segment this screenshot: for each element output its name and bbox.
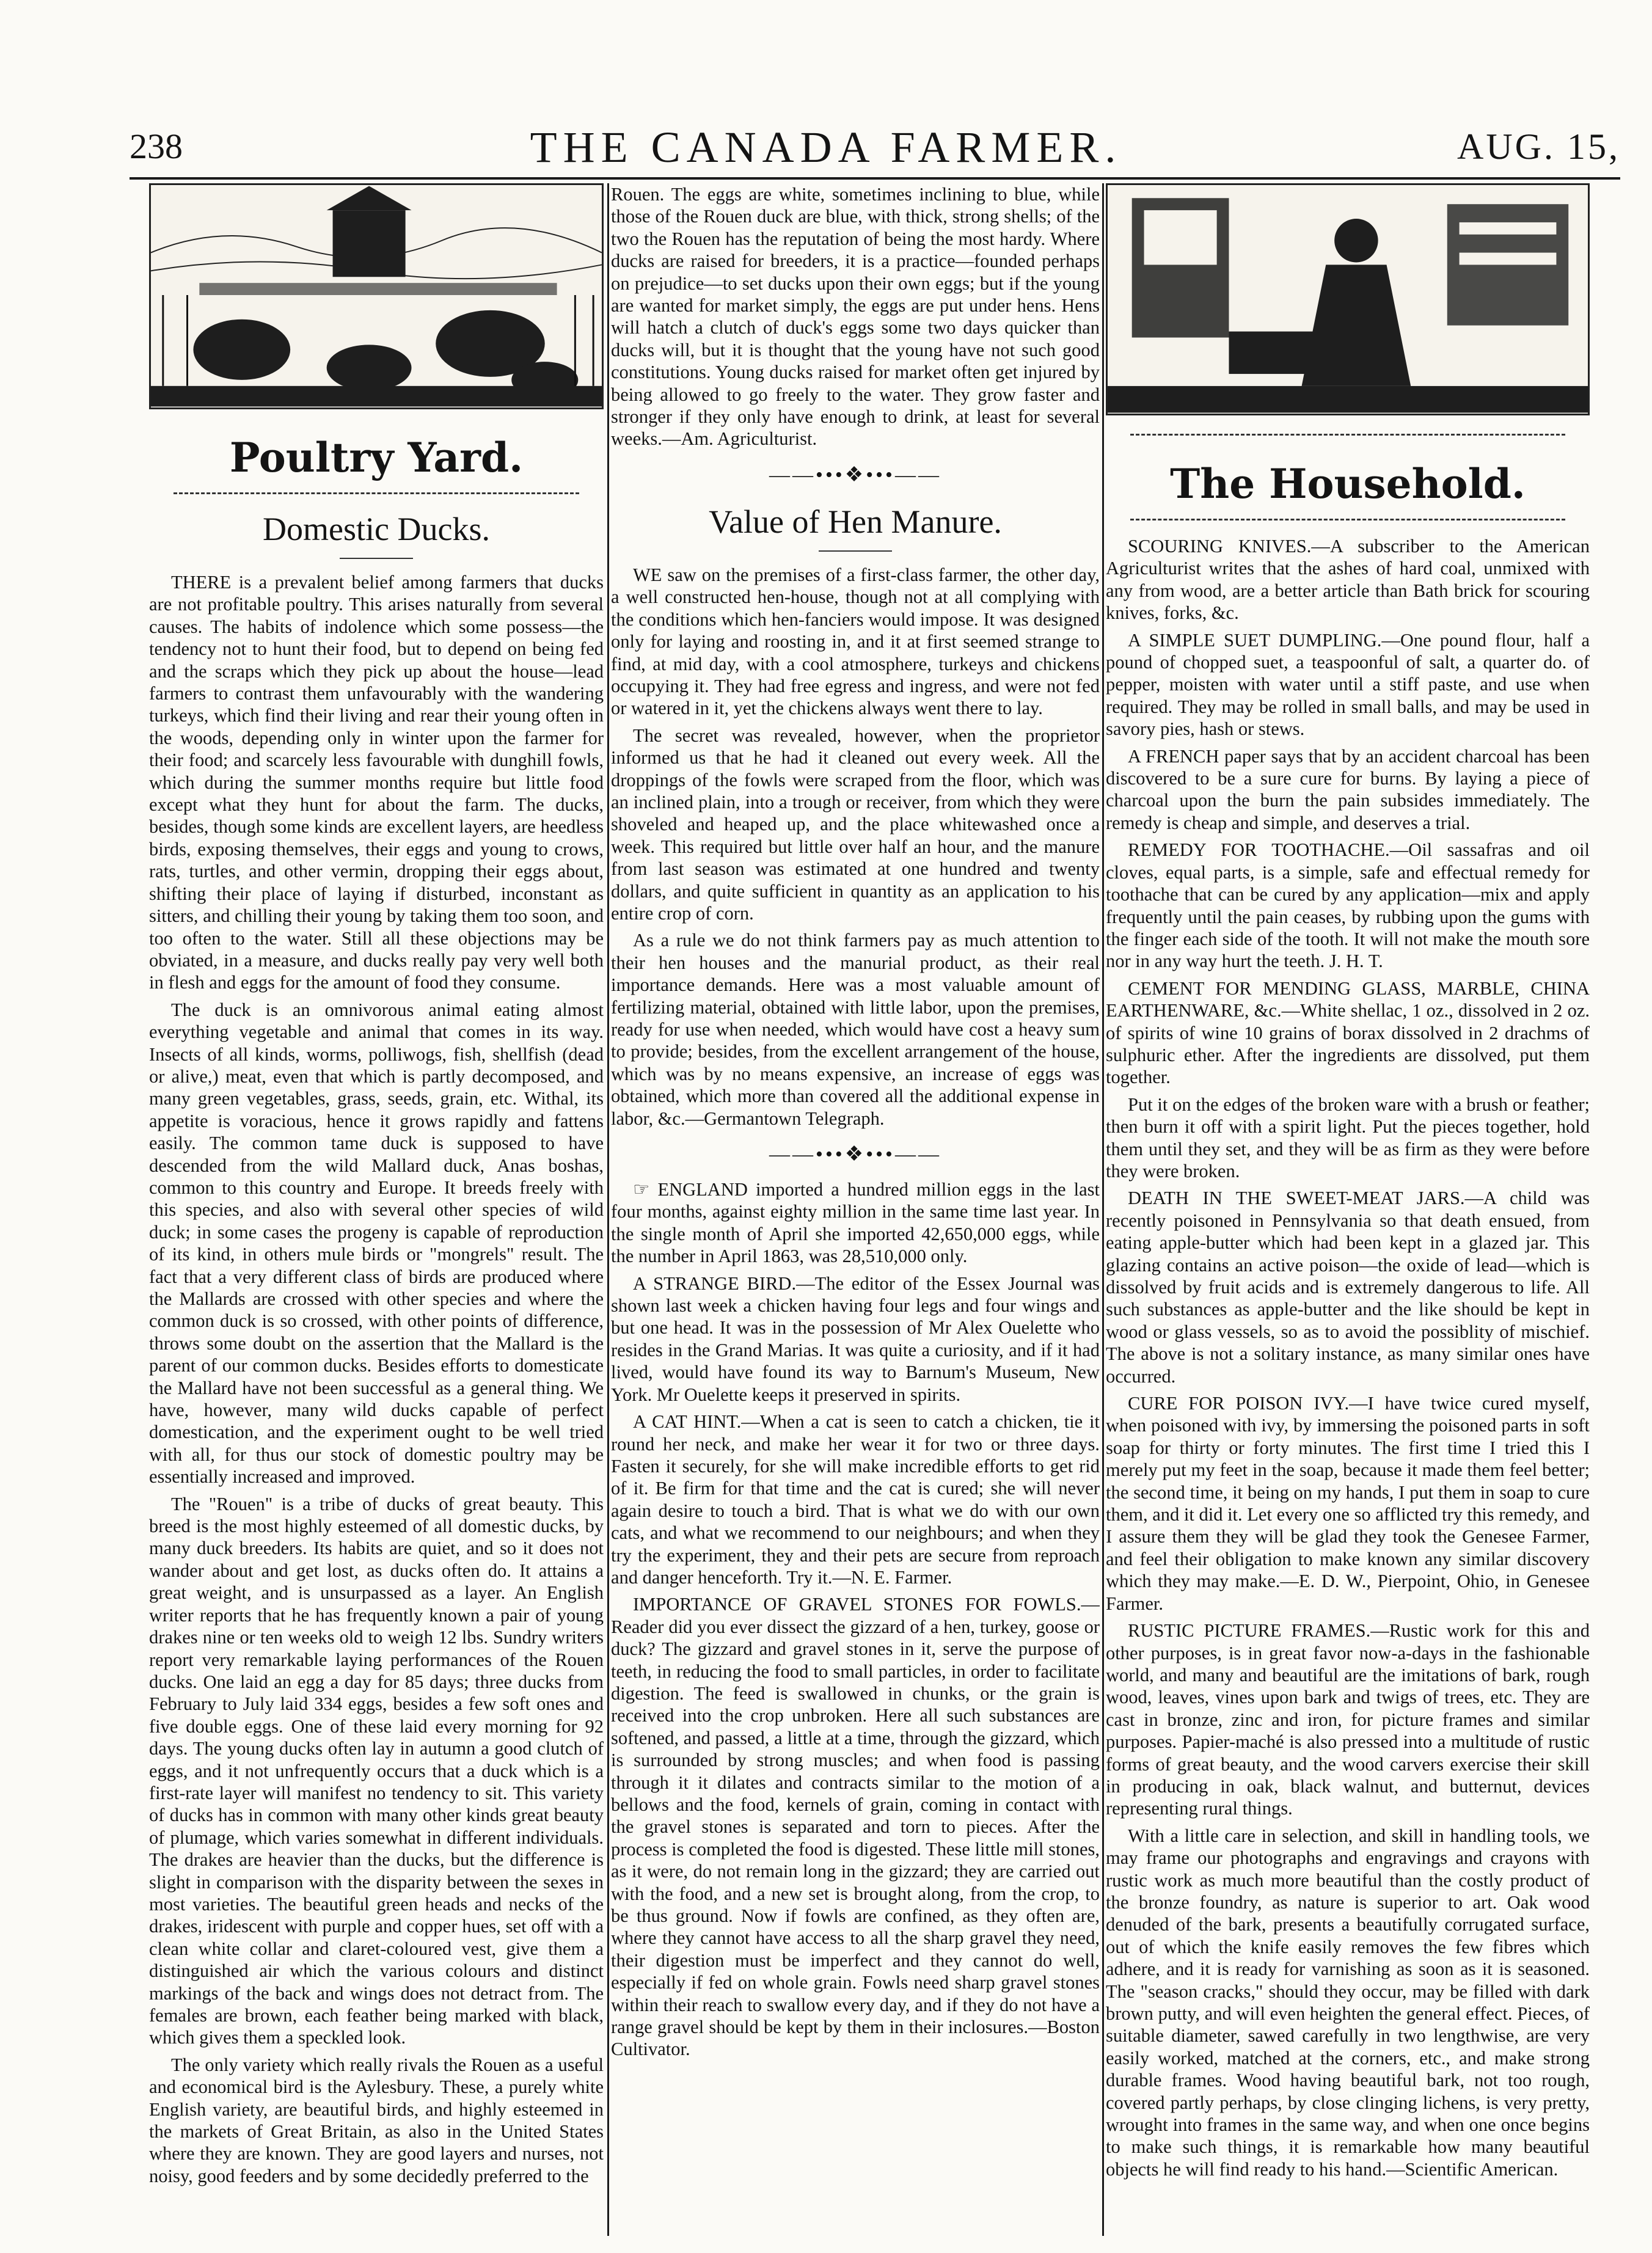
paragraph: CURE FOR POISON IVY.—I have twice cured myself, when poisoned with ivy, by immersing the poisoned parts in soft soap for thirty or forty minutes. The first time I tried this I merely put my feet in the soap, because it made them feel better; the second time, it being on my hands, I put them in soap to cure them, and it did it. Let every one so afflicted try this remedy, and I assure them they will be glad they took the Genesee Farmer, and feel their obligation to make known any similar discovery which they may make.—E. D. W., Pierpoint, Ohio, in Genesee Farmer. <box>1106 1393 1590 1614</box>
paragraph: With a little care in selection, and skill in handling tools, we may frame our photographs and engravings and crayons with rustic work as much more beautiful than the costly product of the bronze foundry, as nature is superior to art. Oak wood denuded of the bark, presents a beautifully corrugated surface, out of which the knife easily removes the few fibres which adhere, and it is ready for varnishing as soon as it is seasoned. The "season cracks," should they occur, may be filled with dark brown putty, and will even heighten the general effect. Pieces, of suitable diameter, sawed carefully in two lengthwise, are very easily worked, matched at the corners, etc., and make strong durable frames. Wood having beautiful bark, not too rough, covered partly perhaps, by close clinging lichens, is very pretty, wrought into frames in the same way, and when one once begins to make such things, it is remarkable how many beautiful objects he will find ready to his hand.—Scientific American. <box>1106 1825 1590 2180</box>
column-rule-1 <box>607 183 609 2236</box>
paragraph: Put it on the edges of the broken ware with a brush or feather; then burn it off with a spirit light. Put the pieces together, hold them until they set, and they will be as firm as they were before they were broken. <box>1106 1094 1590 1181</box>
paragraph: THERE is a prevalent belief among farmers that ducks are not profitable poultry. This arises naturally from several causes. The habits of indolence which some possess—the tendency not to hunt their food, but to depend on being fed and the scraps which they pick up about the house—lead farmers to contrast them unfavourably with the wandering turkeys, which find their living and rear their young often in the woods, depending only in winter upon the farmer for their food; and scarcely less favourable with dunghill fowls, which during the summer months require but little food except what they hunt for about the farm. The ducks, besides, though some kinds are excellent layers, are heedless birds, exposing themselves, their eggs and young to crows, rats, turtles, and other vermin, dropping their eggs about, shifting their place of laying if disturbed, inconstant as sitters, and chilling their young by taking them too soon, and too often to the water. Still all these objections may be obviated, in a measure, and ducks really pay very well both in flesh and eggs for the amount of food they consume. <box>149 572 604 993</box>
paragraph: WE saw on the premises of a first-class farmer, the other day, a well constructed hen-house, though not at all complying with the conditions which hen-fanciers would impose. It was designed only for laying and roosting in, and it at first seemed strange to find, at mid day, with a cool atmosphere, turkeys and chickens occupying it. They had free egress and ingress, and were not fed or watered in it, yet the chickens always went there to lay. <box>611 564 1100 719</box>
paragraph: The only variety which really rivals the Rouen as a useful and economical bird is the Aylesbury. These, a purely white English variety, are beautiful birds, and highly esteemed in the markets of Great Britain, as also in the United States where they are known. They are good layers and nurses, not noisy, good feeders and by some decidedly preferred to the <box>149 2054 604 2186</box>
paragraph: A CAT HINT.—When a cat is seen to catch a chicken, tie it round her neck, and make her wear it for two or three days. Fasten it securely, for she will make incredible efforts to get rid of it. Be firm for that time and the cat is cured; she will never again desire to touch a bird. That is what we do with our own cats, and what we recommend to our neighbours; and when they try the experiment, they and their pets are secure from reproach and danger henceforth. Try it.—N. E. Farmer. <box>611 1411 1100 1588</box>
paragraph: As a rule we do not think farmers pay as much attention to their hen houses and the manurial product, as their real importance demands. Here was a most valuable amount of fertilizing material, obtained with little labor, upon the premises, ready for use when needed, which would have cost a heavy sum to provide; besides, from the excellent arrangement of the house, which was by no means expensive, an increase of eggs was obtained, which more than covered all the additional expense in labor, &c.—Germantown Telegraph. <box>611 930 1100 1129</box>
household-heading: The Household. <box>1170 460 1526 508</box>
domestic-ducks-title: Domestic Ducks. <box>263 511 490 547</box>
column-household <box>1106 183 1590 2236</box>
ornament-divider: ——•••❖•••—— <box>769 463 941 486</box>
heading-divider <box>1130 434 1565 436</box>
paragraph: Rouen. The eggs are white, sometimes inclining to blue, while those of the Rouen duck are blue, with thick, strong shells; of the two the Rouen has the reputation of being the most hardy. Where ducks are raised for breeders, it is a practice—founded perhaps on prejudice—to set ducks upon their own eggs; but if the young are wanted for market simply, the eggs are put under hens. Hens will hatch a clutch of duck's eggs some two days quicker than ducks will, but it is thought that the young have not such good constitutions. Young ducks raised for market often get injured by being allowed to go freely to the water. They grow faster and stronger if they only have enough to drink, at least for several weeks.—Am. Agriculturist. <box>611 184 1100 450</box>
title-underline <box>819 550 892 552</box>
poultry-yard-heading: Poultry Yard. <box>229 434 524 481</box>
household-engraving-illustration <box>1108 185 1588 414</box>
column-middle <box>611 183 1100 2236</box>
paragraph: DEATH IN THE SWEET-MEAT JARS.—A child was recently poisoned in Pennsylvania so that death ensued, from eating apple-butter which had been kept in a glazed jar. This glazing contains an active poison—the oxide of lead—which is dissolved by fruit acids and is extremely dangerous to life. All such substances as apple-butter and the like should be kept in wood or glass vessels, so as to avoid the possiblity of mischief. The above is not a solitary instance, as many similar ones have occurred. <box>1106 1188 1590 1387</box>
paragraph: The secret was revealed, however, when the proprietor informed us that he had it cleaned out every week. All the droppings of the fowls were scraped from the floor, which was an inclined plain, into a trough or receiver, from which they were shoveled and heaped up, and the place whitewashed once a week. This required but little over half an hour, and the manure from last season was estimated at one hundred and twenty dollars, and quite sufficient in quantity as an application to his entire crop of corn. <box>611 725 1100 924</box>
paragraph: A STRANGE BIRD.—The editor of the Essex Journal was shown last week a chicken having four legs and four wings and but one head. It was in the possession of Mr Alex Ouelette who resides in the Grand Marias. It was quite a curiosity, and if it had lived, would have found its way to Barnum's Museum, New York. Mr Ouelette keeps it preserved in spirits. <box>611 1273 1100 1405</box>
poultry-yard-engraving <box>149 183 604 409</box>
paragraph: A FRENCH paper says that by an accident charcoal has been discovered to be a sure cure for burns. By laying a piece of charcoal upon the burn the pain subsides immediately. The remedy is cheap and simple, and deserves a trial. <box>1106 745 1590 833</box>
page-header <box>0 0 1652 183</box>
paragraph: CEMENT FOR MENDING GLASS, MARBLE, CHINA EARTHENWARE, &c.—White shellac, 1 oz., dissolved in 2 oz. of spirits of wine 10 grains of borax dissolved in 2 drachms of sulphuric ether. After the ingredients are dissolved, put them together. <box>1106 977 1590 1088</box>
masthead-title: THE CANADA FARMER. <box>530 123 1122 172</box>
page-number: 238 <box>130 126 183 166</box>
poultry-engraving-illustration <box>151 185 602 407</box>
paragraph: ☞ ENGLAND imported a hundred million eggs in the last four months, against eighty million in the same time last year. In the single month of April she imported 42,650,000 eggs, while the number in April 1863, was 28,510,000 only. <box>611 1179 1100 1267</box>
issue-date: AUG. 15, <box>1457 126 1620 167</box>
heading-divider <box>1130 519 1565 520</box>
paragraph: REMEDY FOR TOOTHACHE.—Oil sassafras and oil cloves, equal parts, is a simple, safe and effectual remedy for toothache that can be cured by any application—mix and apply frequently until the pain ceases, by rubbing upon the gums with the finger each side of the tooth. It will not make the mouth sore nor in any way hurt the teeth. J. H. T. <box>1106 839 1590 972</box>
paragraph: SCOURING KNIVES.—A subscriber to the American Agriculturist writes that the ashes of hard coal, unmixed with any from wood, are a better article than Bath brick for scouring knives, forks, &c. <box>1106 536 1590 624</box>
column-poultry-yard <box>149 183 604 2236</box>
column-rule-2 <box>1102 183 1104 2236</box>
header-rule <box>130 177 1620 180</box>
title-underline <box>340 558 413 559</box>
hen-manure-title: Value of Hen Manure. <box>709 503 1002 540</box>
paragraph: IMPORTANCE OF GRAVEL STONES FOR FOWLS.—Reader did you ever dissect the gizzard of a hen, turkey, goose or duck? The gizzard and gravel stones in it, serve the purpose of teeth, in reducing the food to small particles, in order to facilitate digestion. The feed is swallowed in chunks, or the grain is received into the crop unbroken. Here all such substances are softened, and passed, a little at a time, through the gizzard, which is surrounded by strong muscles; and when food is passing through it it dilates and contracts similar to the motion of a bellows and the food, kernels of grain, coming in contact with the gravel stones is separated and torn to pieces. After the process is completed the food is digested. These little mill stones, as it were, do not remain long in the gizzard; they are carried out with the food, and a new set is brought along, from the crop, to be thus ground. Now if fowls are confined, as they often are, where they cannot have access to all the sharp gravel they need, their digestion must be imperfect and they cannot do well, especially if fed on whole grain. Fowls need sharp gravel stones within their reach to swallow every day, and if they do not have a range gravel should be kept by them in their inclosures.—Boston Cultivator. <box>611 1594 1100 2060</box>
paragraph: The "Rouen" is a tribe of ducks of great beauty. This breed is the most highly esteemed of all domestic ducks, by many duck breeders. Its habits are quiet, and so it does not wander about and get lost, as ducks often do. It attains a great weight, and is unsurpassed as a layer. An English writer reports that he has frequently known a pair of young drakes nine or ten weeks old to weigh 12 lbs. Sundry writers report very remarkable laying performances of the Rouen ducks. One laid an egg a day for 85 days; three ducks from February to July laid 334 eggs, besides a few soft ones and five double eggs. One of these laid every morning for 92 days. The young ducks often lay in autumn a good clutch of eggs, and it not unfrequently occurs that a duck which is a first-rate layer will manifest no tendency to sit. This variety of ducks has in common with many other kinds great beauty of plumage, which varies somewhat in different individuals. The drakes are heavier than the ducks, but the difference is slight in comparison with the disparity between the sexes in most varieties. The beautiful green heads and necks of the drakes, iridescent with purple and copper hues, set off with a clean white collar and claret-coloured vest, give them a distinguished air which the various colours and distinct markings of the back and wings does not detract from. The females are brown, each feather being marked with black, which gives them a speckled look. <box>149 1493 604 2048</box>
paragraph: A SIMPLE SUET DUMPLING.—One pound flour, half a pound of chopped suet, a teaspoonful of salt, a quarter do. of pepper, moisten with water until a stiff paste, and use when required. They may be rolled in small balls, and may be used in savory pies, hash or stews. <box>1106 629 1590 740</box>
household-engraving <box>1106 183 1590 415</box>
paragraph: RUSTIC PICTURE FRAMES.—Rustic work for this and other purposes, is in great favor now-a-days in the fashionable world, and many and beautiful are the imitations of bark, rough wood, leaves, vines upon bark and twigs of trees, etc. They are cast in bronze, zinc and iron, for picture frames and similar purposes. Papier-maché is also pressed into a multitude of rustic forms of great beauty, and the wood carvers exercise their skill in producing in oak, black walnut, and butternut, devices representing rural things. <box>1106 1620 1590 1819</box>
ornament-divider: ——•••❖•••—— <box>769 1143 941 1166</box>
paragraph: The duck is an omnivorous animal eating almost everything vegetable and animal that comes in its way. Insects of all kinds, worms, polliwogs, fish, shellfish (dead or alive,) meat, even that which is partly decomposed, and many green vegetables, grass, seeds, grain, etc. Withal, its appetite is voracious, hence it grows rapidly and fattens easily. The common tame duck is supposed to have descended from the wild Mallard duck, Anas boshas, common to this country and Europe. It breeds freely with this species, and also with several other species of wild duck; in some cases the progeny is capable of reproduction of its kind, in others mule birds or "mongrels" result. The fact that a very different class of birds are produced where the Mallards are crossed with other species and where the common duck is so crossed, with other points of difference, throws some doubt on the assertion that the Mallard is the parent of our common ducks. Besides efforts to domesticate the Mallard have not been successful as a general thing. We have, however, many wild ducks capable of perfect domestication, and the experiment ought to be well tried with all, for thus our stock of domestic poultry may be essentially increased and improved. <box>149 999 604 1488</box>
heading-divider <box>174 492 579 494</box>
